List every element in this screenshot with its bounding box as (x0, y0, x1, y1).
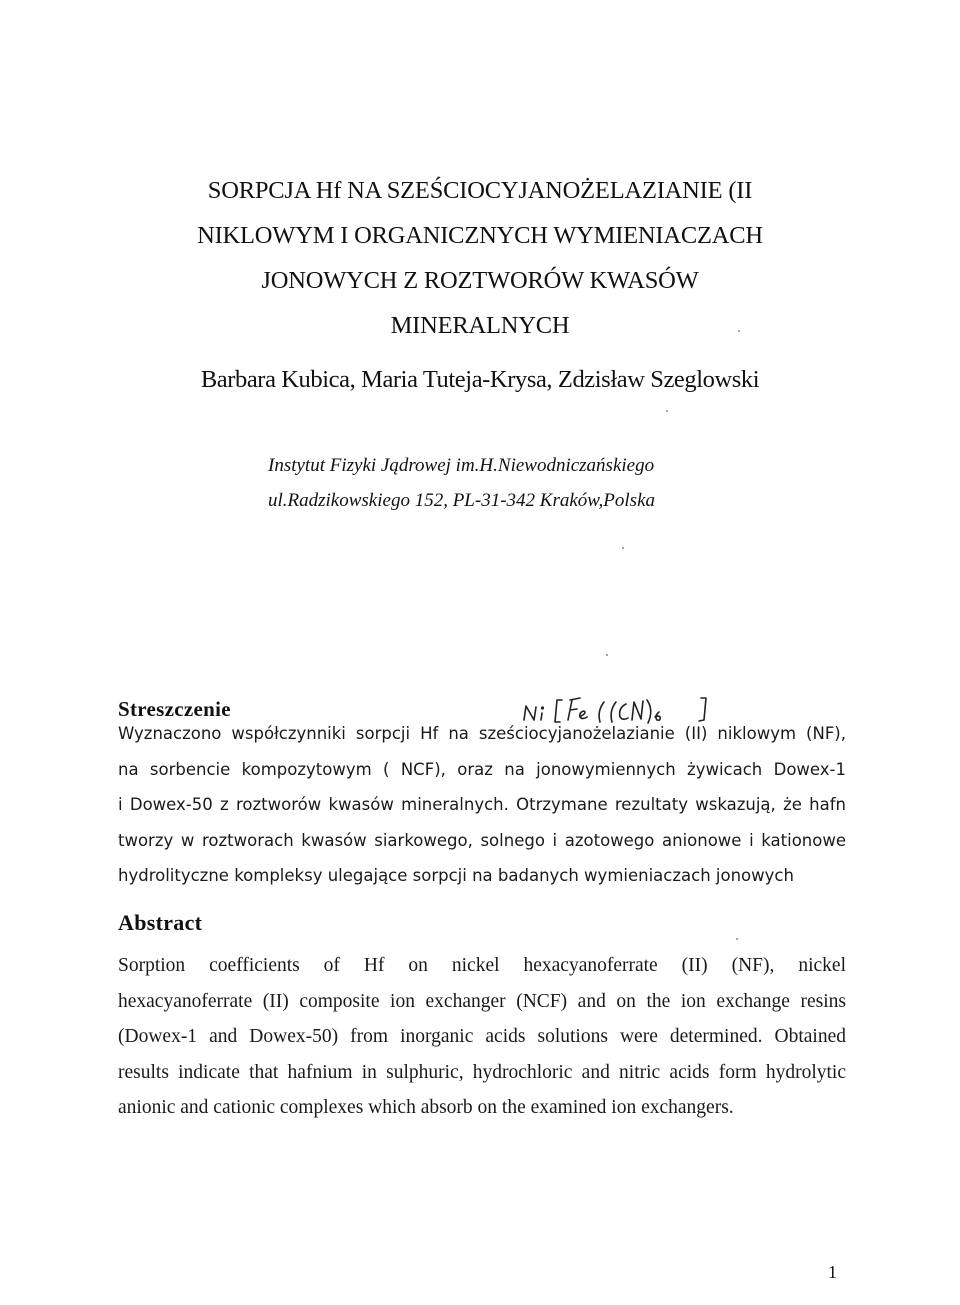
abstract-pl-line-4: tworzy w roztworach kwasów siarkowego, solnego i azotowego anionowe i kationowe (118, 830, 846, 850)
abstract-en-line-2: hexacyanoferrate (II) composite ion exchanger (NCF) and on the ion exchange resins (118, 990, 846, 1012)
title-line-2: NIKLOWYM I ORGANICZNYCH WYMIENIACZACH (197, 222, 763, 249)
abstract-pl-line-1: Wyznaczono współczynniki sorpcji Hf na sześciocyjanożelazianie (II) niklowym (NF), (118, 724, 846, 743)
abstract-polish (118, 716, 846, 894)
abstract-en-line-5: anionic and cationic complexes which absorb on the examined ion exchangers. (118, 1097, 734, 1118)
scan-speck (736, 938, 738, 940)
scan-speck (606, 654, 608, 656)
title-line-1: SORPCJA Hf NA SZEŚCIOCYJANOŻELAZIANIE (II (207, 177, 753, 204)
abstract-pl-line-3: i Dowex-50 z roztworów kwasów mineralnych. Otrzymane rezultaty wskazują, że hafn (118, 795, 846, 814)
abstract-pl-line-5: hydrolityczne kompleksy ulegające sorpcji na badanych wymieniaczach jonowych (118, 866, 794, 885)
scan-speck (738, 330, 740, 332)
title-line-3: JONOWYCH Z ROZTWORÓW KWASÓW (261, 267, 699, 294)
affiliation-line-1: Instytut Fizyki Jądrowej im.H.Niewodniczańskiego (268, 455, 655, 476)
affiliation-line-2: ul.Radzikowskiego 152, PL-31-342 Kraków,Polska (268, 490, 656, 511)
scan-speck (666, 410, 668, 412)
abstract-en-line-4: results indicate that hafnium in sulphuric, hydrochloric and nitric acids form hydrolytic (118, 1061, 846, 1083)
streszczenie-heading: Streszczenie (118, 697, 231, 721)
title-line-4: MINERALNYCH (390, 312, 570, 339)
paper-title (150, 168, 810, 348)
author-list: Barbara Kubica, Maria Tuteja-Krysa, Zdzisław Szeglowski (200, 366, 760, 393)
scan-speck (622, 547, 624, 549)
affiliation (268, 448, 828, 518)
abstract-heading: Abstract (118, 910, 203, 935)
abstract-en-line-1: Sorption coefficients of Hf on nickel hexacyanoferrate (II) (NF), nickel (118, 955, 846, 976)
abstract-pl-line-2: na sorbencie kompozytowym ( NCF), oraz na jonowymiennych żywicach Dowex-1 (118, 759, 846, 779)
abstract-english (118, 948, 846, 1126)
abstract-en-line-3: (Dowex-1 and Dowex-50) from inorganic acids solutions were determined. Obtained (118, 1026, 846, 1047)
page-number: 1 (828, 1262, 837, 1282)
